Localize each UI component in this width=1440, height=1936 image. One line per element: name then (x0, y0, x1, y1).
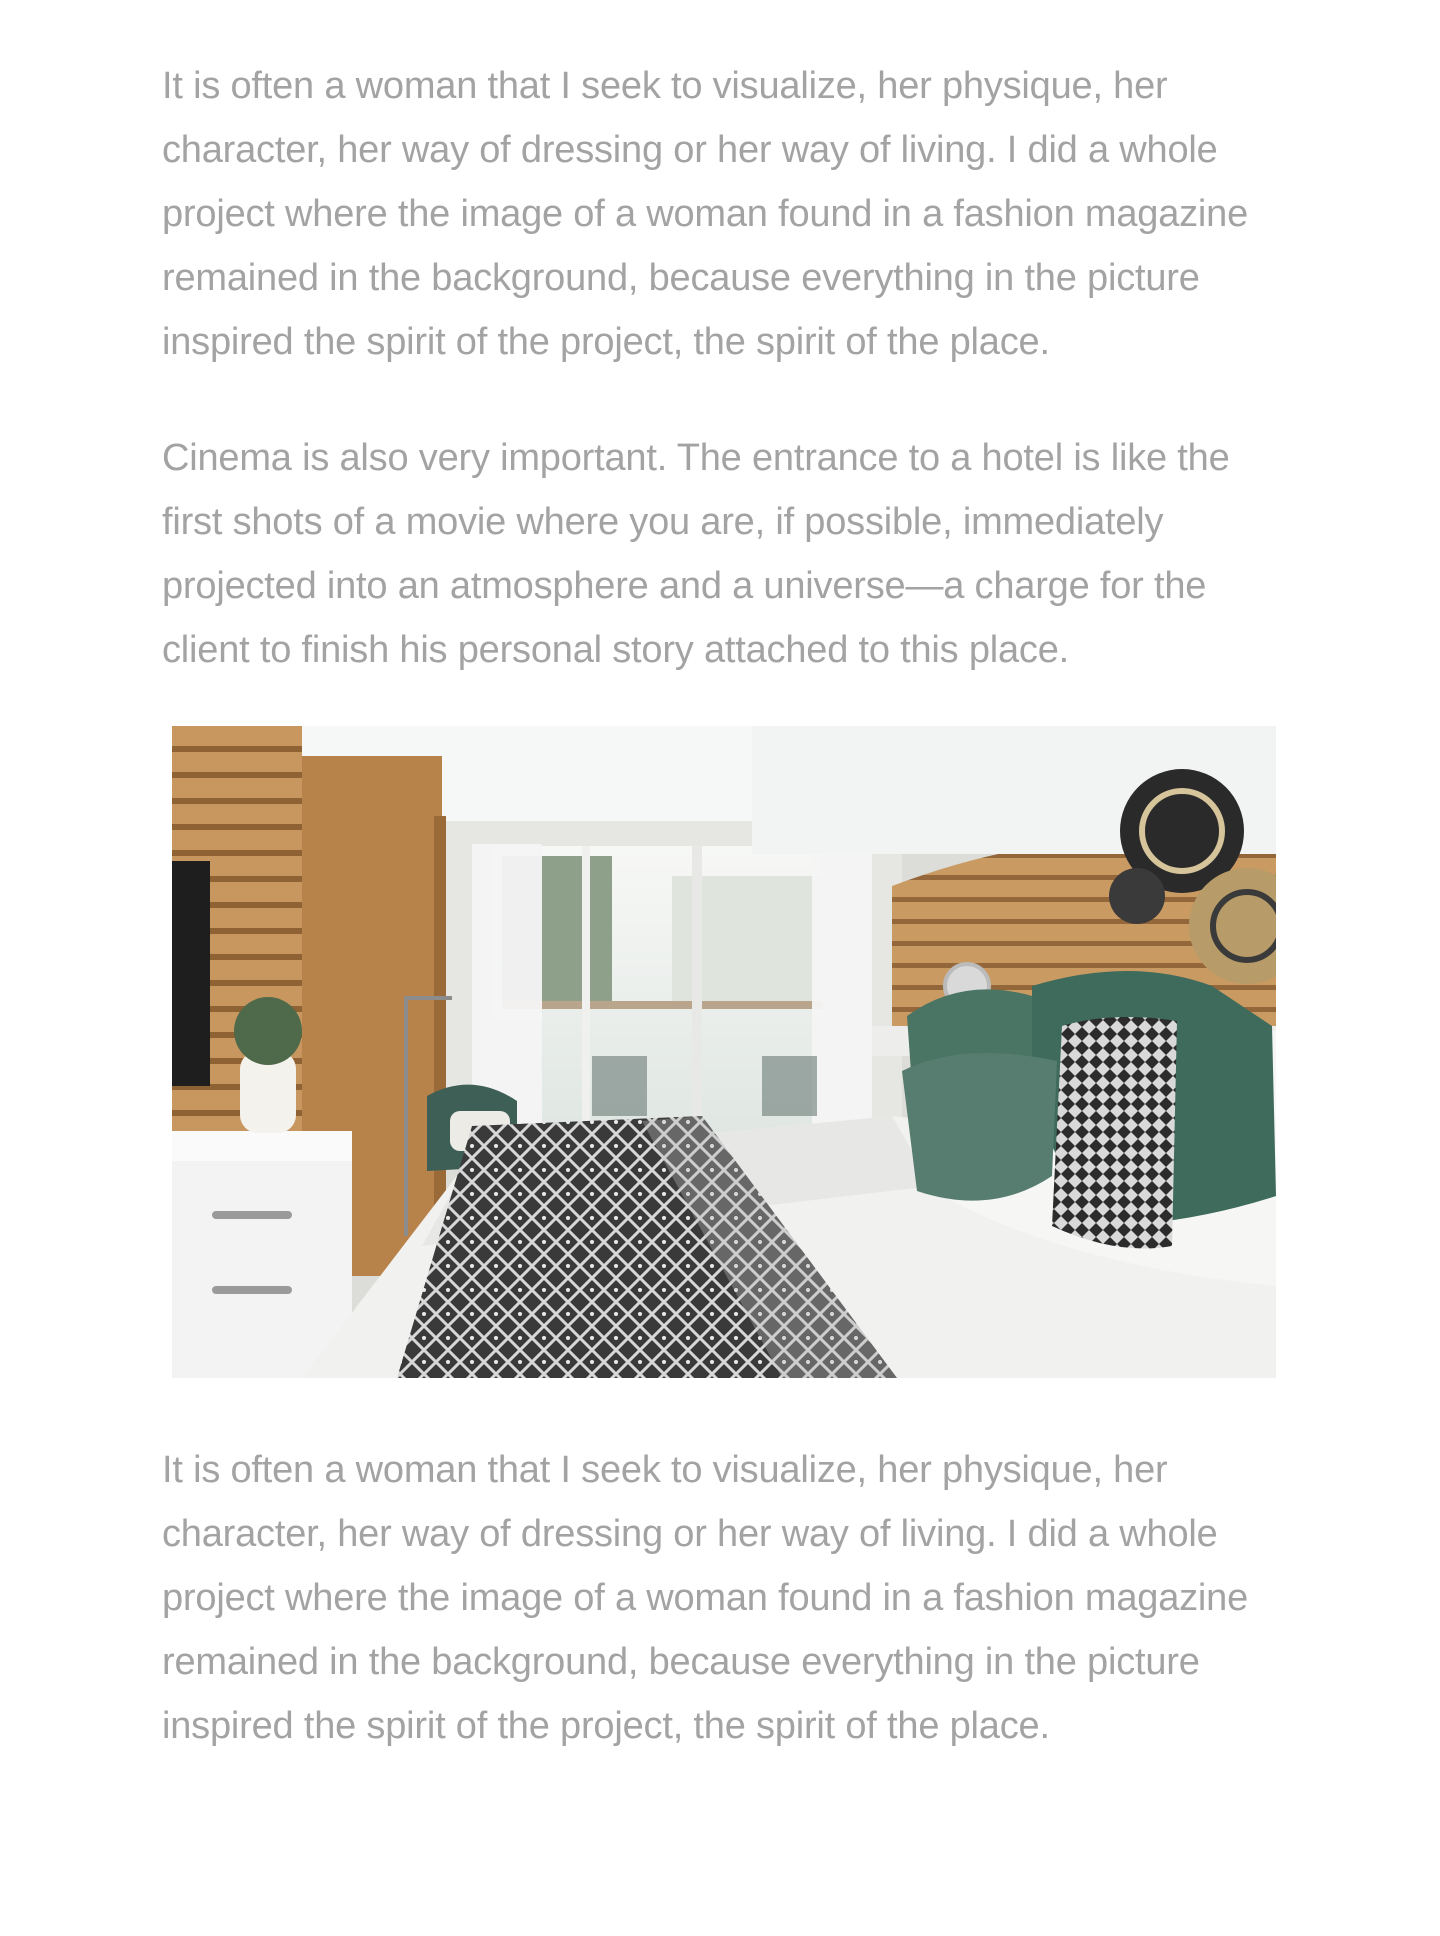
paragraph-1: It is often a woman that I seek to visualize, her physique, her character, her way of dressing or her way of living. I did a whole project where the image of a woman found in a fashion magazine remained in the background, because everything in the picture inspired the spirit of the project, the spirit of the place. (162, 65, 1249, 363)
paragraph-2: Cinema is also very important. The entrance to a hotel is like the first shots of a movie where you are, if possible, immediately projected into an atmosphere and a universe—a charge for the client to finish his personal story attached to this place. (162, 437, 1230, 671)
article-body-continued (162, 1438, 1282, 1758)
paragraph-3: It is often a woman that I seek to visualize, her physique, her character, her way of dressing or her way of living. I did a whole project where the image of a woman found in a fashion magazine remained in the background, because everything in the picture inspired the spirit of the project, the spirit of the place. (162, 1449, 1249, 1747)
bedroom-photo (172, 726, 1276, 1378)
bedroom-illustration (172, 726, 1276, 1378)
article-body (162, 54, 1282, 682)
